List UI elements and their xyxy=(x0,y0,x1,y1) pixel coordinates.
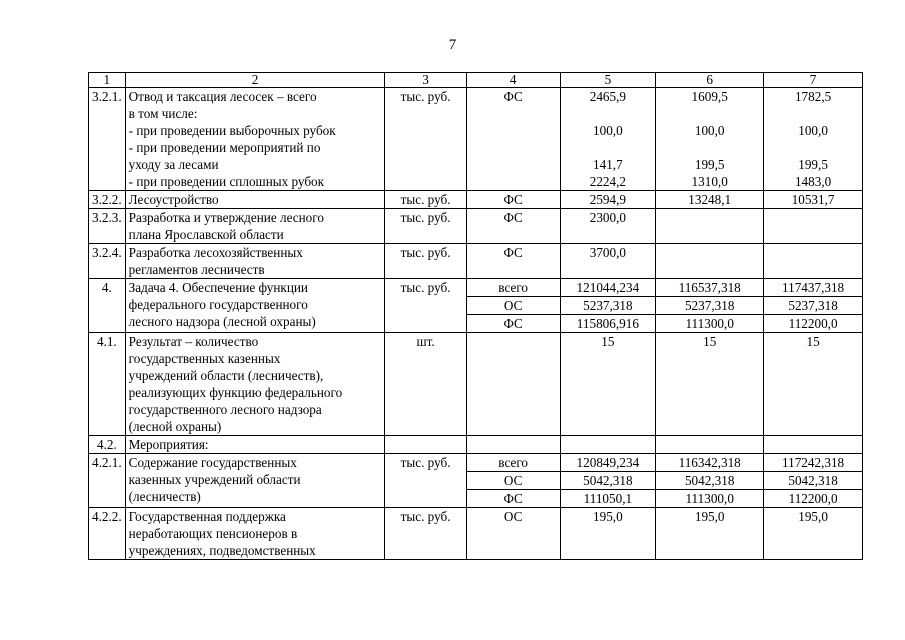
row-name: Отвод и таксация лесосек – всего в том числе: - при проведении выборочных рубок - при проведении мероприятий по уходу за лесами - при проведении сплошных рубок xyxy=(125,88,385,191)
header-cell: 7 xyxy=(764,73,863,88)
value-col6: 111300,0 xyxy=(656,315,764,333)
value-col7 xyxy=(764,209,863,244)
value-col5: 121044,234 xyxy=(560,279,656,297)
source-cell: всего xyxy=(466,454,560,472)
unit-cell xyxy=(385,436,466,454)
row-number: 3.2.3. xyxy=(89,209,126,244)
value-col5: 2300,0 xyxy=(560,209,656,244)
value-col5: 5042,318 xyxy=(560,472,656,490)
header-cell: 2 xyxy=(125,73,385,88)
source-cell: ОС xyxy=(466,297,560,315)
table-row xyxy=(89,244,863,279)
table-row xyxy=(89,209,863,244)
value-col7 xyxy=(764,436,863,454)
value-col7: 1782,5 100,0 199,5 1483,0 xyxy=(764,88,863,191)
unit-cell: тыс. руб. xyxy=(385,244,466,279)
source-cell: ФС xyxy=(466,244,560,279)
value-col6: 116537,318 xyxy=(656,279,764,297)
value-col7: 112200,0 xyxy=(764,490,863,508)
value-col7 xyxy=(764,244,863,279)
value-col6: 111300,0 xyxy=(656,490,764,508)
header-cell: 4 xyxy=(466,73,560,88)
header-cell: 3 xyxy=(385,73,466,88)
row-name: Мероприятия: xyxy=(125,436,385,454)
value-col5: 195,0 xyxy=(560,508,656,560)
value-col6: 116342,318 xyxy=(656,454,764,472)
source-cell: ФС xyxy=(466,209,560,244)
table-row xyxy=(89,454,863,472)
header-cell: 5 xyxy=(560,73,656,88)
table-row xyxy=(89,508,863,560)
unit-cell: тыс. руб. xyxy=(385,508,466,560)
value-col7: 117242,318 xyxy=(764,454,863,472)
row-number: 3.2.2. xyxy=(89,191,126,209)
value-col7: 5042,318 xyxy=(764,472,863,490)
table-row xyxy=(89,333,863,436)
row-name: Разработка лесохозяйственных регламентов лесничеств xyxy=(125,244,385,279)
value-col5: 3700,0 xyxy=(560,244,656,279)
header-cell: 1 xyxy=(89,73,126,88)
source-cell: ФС xyxy=(466,315,560,333)
value-col6: 15 xyxy=(656,333,764,436)
value-col7: 195,0 xyxy=(764,508,863,560)
value-col7: 5237,318 xyxy=(764,297,863,315)
source-cell: ОС xyxy=(466,508,560,560)
row-number: 3.2.4. xyxy=(89,244,126,279)
budget-table xyxy=(88,72,863,560)
value-col5: 115806,916 xyxy=(560,315,656,333)
value-col7: 117437,318 xyxy=(764,279,863,297)
row-name: Лесоустройство xyxy=(125,191,385,209)
value-col5: 15 xyxy=(560,333,656,436)
value-col7: 10531,7 xyxy=(764,191,863,209)
unit-cell: тыс. руб. xyxy=(385,191,466,209)
row-name: Государственная поддержка неработающих пенсионеров в учреждениях, подведомственных xyxy=(125,508,385,560)
row-number: 4.1. xyxy=(89,333,126,436)
table-row xyxy=(89,88,863,191)
table-row xyxy=(89,191,863,209)
value-col5: 111050,1 xyxy=(560,490,656,508)
row-name: Результат – количество государственных казенных учреждений области (лесничеств), реализующих функцию федерального государственного лесного надзора (лесной охраны) xyxy=(125,333,385,436)
value-col7: 15 xyxy=(764,333,863,436)
unit-cell: шт. xyxy=(385,333,466,436)
row-number: 3.2.1. xyxy=(89,88,126,191)
value-col6: 5042,318 xyxy=(656,472,764,490)
value-col6 xyxy=(656,209,764,244)
source-cell xyxy=(466,436,560,454)
value-col5: 120849,234 xyxy=(560,454,656,472)
value-col5 xyxy=(560,436,656,454)
row-name: Разработка и утверждение лесного плана Ярославской области xyxy=(125,209,385,244)
value-col5: 5237,318 xyxy=(560,297,656,315)
value-col6: 195,0 xyxy=(656,508,764,560)
unit-cell: тыс. руб. xyxy=(385,209,466,244)
source-cell: ФС xyxy=(466,191,560,209)
value-col5: 2465,9 100,0 141,7 2224,2 xyxy=(560,88,656,191)
row-name: Задача 4. Обеспечение функции федерального государственного лесного надзора (лесной охраны) xyxy=(125,279,385,333)
source-cell xyxy=(466,333,560,436)
source-cell: ФС xyxy=(466,490,560,508)
row-number: 4. xyxy=(89,279,126,333)
source-cell: ФС xyxy=(466,88,560,191)
page-number: 7 xyxy=(448,37,457,53)
unit-cell: тыс. руб. xyxy=(385,279,466,333)
value-col5: 2594,9 xyxy=(560,191,656,209)
row-number: 4.2.1. xyxy=(89,454,126,508)
header-row xyxy=(89,73,863,88)
value-col6 xyxy=(656,436,764,454)
source-cell: всего xyxy=(466,279,560,297)
header-cell: 6 xyxy=(656,73,764,88)
value-col6: 5237,318 xyxy=(656,297,764,315)
unit-cell: тыс. руб. xyxy=(385,88,466,191)
value-col6: 1609,5 100,0 199,5 1310,0 xyxy=(656,88,764,191)
table-row xyxy=(89,279,863,297)
table-row xyxy=(89,436,863,454)
value-col7: 112200,0 xyxy=(764,315,863,333)
value-col6 xyxy=(656,244,764,279)
row-number: 4.2.2. xyxy=(89,508,126,560)
value-col6: 13248,1 xyxy=(656,191,764,209)
source-cell: ОС xyxy=(466,472,560,490)
unit-cell: тыс. руб. xyxy=(385,454,466,508)
row-number: 4.2. xyxy=(89,436,126,454)
row-name: Содержание государственных казенных учреждений области (лесничеств) xyxy=(125,454,385,508)
